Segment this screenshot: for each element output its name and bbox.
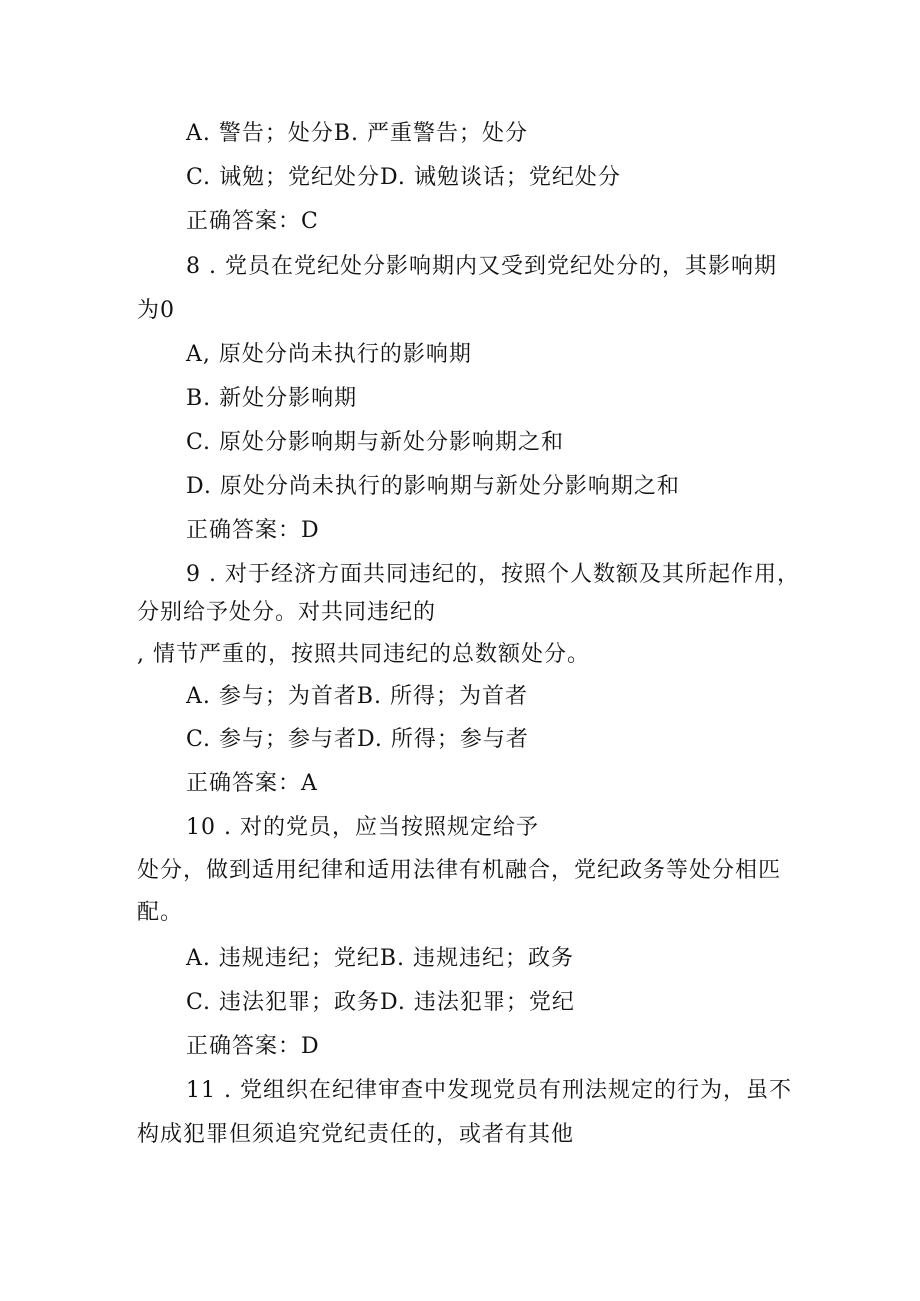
q7-answer: 正确答案：C <box>186 209 319 234</box>
q9-question-line-1: 9 . 对于经济方面共同违纪的，按照个人数额及其所起作用， <box>186 562 800 587</box>
q8-question-line-2: 为0 <box>137 298 175 323</box>
q7-options-c-d: C. 诫勉；党纪处分D. 诫勉谈话；党纪处分 <box>186 165 621 190</box>
q9-question-line-2: 分别给予处分。对共同违纪的 <box>137 600 437 625</box>
q8-answer: 正确答案：D <box>186 518 320 543</box>
q9-answer: 正确答案：A <box>186 771 318 796</box>
q8-option-b: B. 新处分影响期 <box>186 386 358 411</box>
q10-question-line-2: 处分，做到适用纪律和适用法律有机融合，党纪政务等处分相匹 <box>137 858 782 883</box>
q9-options-a-b: A. 参与；为首者B. 所得；为首者 <box>186 684 529 709</box>
q10-question-line-1: 10 . 对的党员，应当按照规定给予 <box>186 815 539 840</box>
q9-options-c-d: C. 参与；参与者D. 所得；参与者 <box>186 727 529 752</box>
q10-question-line-3: 配。 <box>137 900 184 925</box>
q11-question-line-2: 构成犯罪但须追究党纪责任的，或者有其他 <box>137 1122 575 1147</box>
q11-question-line-1: 11 . 党组织在纪律审查中发现党员有刑法规定的行为，虽不 <box>186 1078 792 1103</box>
q8-option-a: A, 原处分尚未执行的影响期 <box>186 342 472 367</box>
q8-question-line-1: 8 . 党员在党纪处分影响期内又受到党纪处分的，其影响期 <box>186 254 777 279</box>
q7-options-a-b: A. 警告；处分B. 严重警告；处分 <box>186 121 529 146</box>
q8-option-d: D. 原处分尚未执行的影响期与新处分影响期之和 <box>186 474 680 499</box>
q8-option-c: C. 原处分影响期与新处分影响期之和 <box>186 430 565 455</box>
q10-options-a-b: A. 违规违纪；党纪B. 违规违纪；政务 <box>186 946 575 971</box>
q10-answer: 正确答案：D <box>186 1034 320 1059</box>
q10-options-c-d: C. 违法犯罪；政务D. 违法犯罪；党纪 <box>186 990 575 1015</box>
q9-question-line-3: , 情节严重的，按照共同违纪的总数额处分。 <box>137 642 590 667</box>
